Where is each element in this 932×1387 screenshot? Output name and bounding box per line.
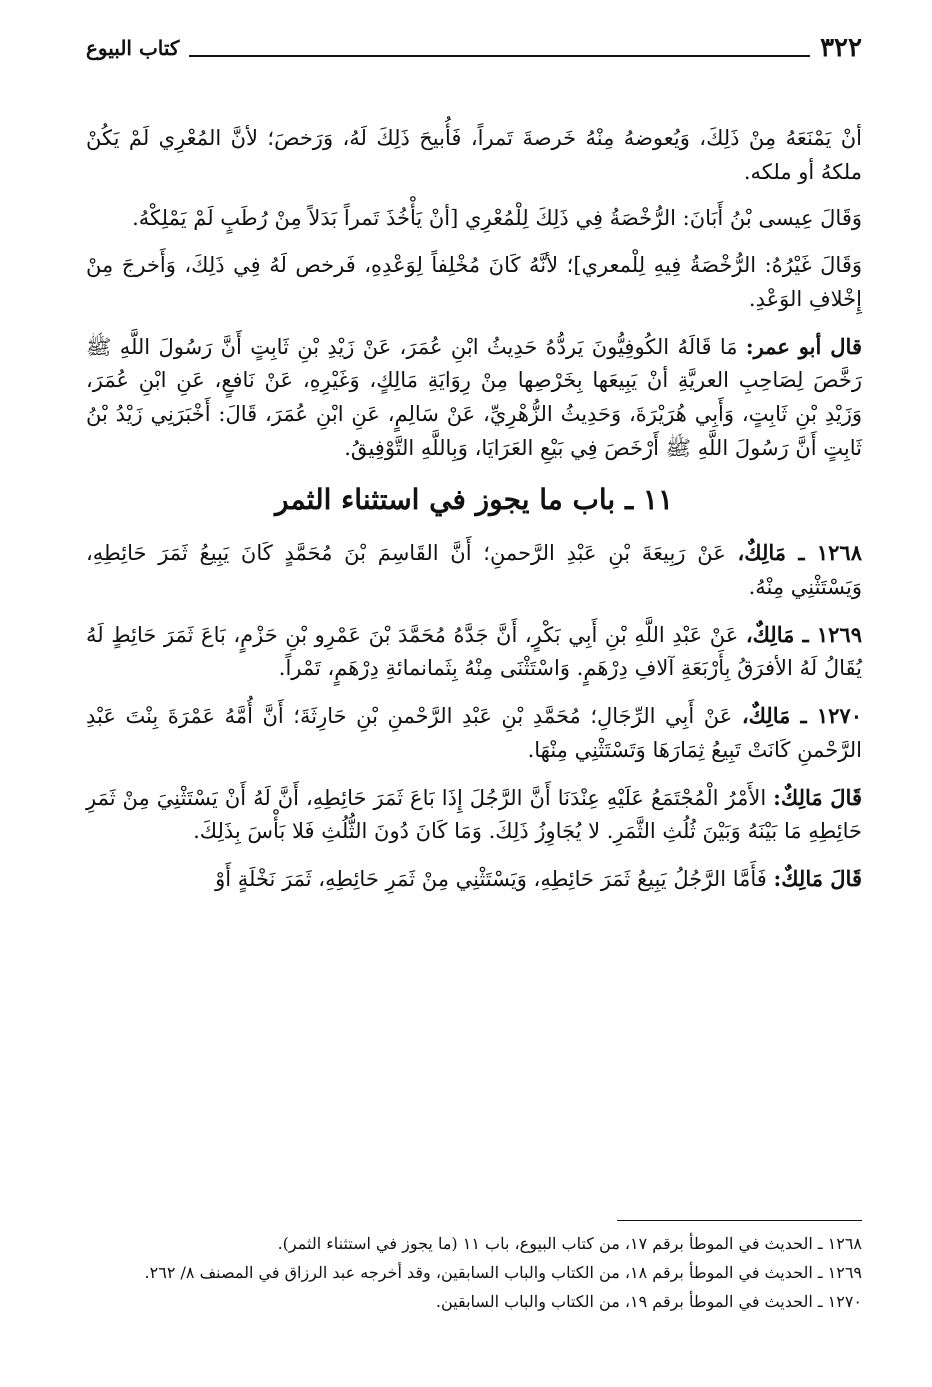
footnote: ١٢٦٨ ـ الحديث في الموطأ برقم ١٧، من كتاب البيوع، باب ١١ (ما يجوز في استثناء الثمر). <box>277 1234 862 1253</box>
footnote-rule <box>617 1220 862 1221</box>
paragraph <box>86 122 862 189</box>
paragraph-text: أنْ يَمْنَعَهُ مِنْ ذَلِكَ، وَيُعوضهُ مِنْهُ خَرصةَ تَمراً، فَأُبيحَ ذَلِكَ لَهُ، وَرَخصَ؛ لأنَّ المُعْرِي لَمْ يَكُنْ ملكهُ أو ملكه. <box>86 126 862 184</box>
paragraph <box>86 249 862 316</box>
speaker-label: قَالَ مَالِكٌ: <box>773 784 862 810</box>
commentary-text: الأَمْرُ الْمُجْتَمَعُ عَلَيْهِ عِنْدَنَا أَنَّ الرَّجُلَ إِذَا بَاعَ ثَمَرَ حَائِطِهِ، أَنَّ لَهُ أَنْ يَسْتَثْنِيَ مِنْ ثَمَرِ حَائِطِهِ مَا بَيْنَهُ وَبَيْنَ ثُلُثِ الثَّمَرِ. لا يُجَاوِزُ ذَلِكَ. وَمَا كَانَ دُونَ الثُّلُثِ فَلا بَأْسَ بِذَلِكَ. <box>86 785 862 844</box>
main-text <box>86 122 862 910</box>
paragraph-text: وَقَالَ غَيْرُهُ: الرُّخْصَةُ فِيهِ لِلْمعري]؛ لأنَّهُ كَانَ مُخْلِفاً لِوَعْدِهِ، فَرخص لَهُ فِي ذَلِكَ، وَأَخرجَ مِنْ إِخْلافِ الوَعْدِ. <box>86 253 862 311</box>
page-number: ٣٢٢ <box>820 33 862 63</box>
speaker-label: قَالَ مَالِكٌ: <box>773 865 862 891</box>
page-header <box>86 30 862 66</box>
paragraph-text: وَقَالَ عِيسى بْنُ أَبَانَ: الرُّخْصَةُ فِي ذَلِكَ لِلْمُعْرِي [أنْ يَأْخُذَ تَمراً بَدَلاً مِنْ رُطَبٍ لَمْ يَمْلِكْهُ. <box>132 206 862 231</box>
commentary-text: فَأَمَّا الرَّجُلُ يَبِيعُ ثَمَرَ حَائِطِهِ، وَيَسْتَثْنِي مِنْ ثَمَرِ حَائِطِهِ، ثَمَرَ نَخْلَةٍ أَوْ <box>215 866 767 891</box>
footnote: ١٢٦٩ ـ الحديث في الموطأ برقم ١٨، من الكتاب والباب السابقين، وقد أخرجه عبد الرزاق في المصنف ٨/ ٢٦٢. <box>144 1263 862 1282</box>
hadith-entry <box>86 536 862 604</box>
chapter-heading: ١١ ـ باب ما يجوز في استثناء الثمر <box>275 483 673 517</box>
footnote: ١٢٧٠ ـ الحديث في الموطأ برقم ١٩، من الكتاب والباب السابقين. <box>435 1292 862 1311</box>
speaker-label: قال أبو عمر: <box>745 333 862 359</box>
paragraph-text: مَا قَالَهُ الكُوفِيُّونَ يَردُّهُ حَدِيثُ ابْنِ عُمَرَ، عَنْ زَيْدِ بْنِ ثَابِتٍ أَنَّ رَسُولَ اللَّهِ ﷺ رَخَّصَ لِصَاحِبِ العريَّةِ أنْ يَبِيعَها بِخَرْصِها مِنْ رِوَايَةِ مَالِكٍ، وَغَيْرِهِ، عَنْ نَافعٍ، عَنِ ابْنِ عُمَرَ، وَزَيْدِ بْنِ ثَابِتٍ، وَأَبِي هُرَيْرَةَ، وَحَدِيثُ الزُّهْرِيِّ، عَنْ سَالِمٍ، عَنِ ابْنِ عُمَرَ، قَالَ: أَخْبَرَنِي زَيْدُ بْنُ ثَابِتٍ أَنَّ رَسُولَ اللَّهِ ﷺ أَرْخَصَ فِي بَيْعِ العَرَايَا، وَبِاللَّهِ التَّوْفِيقُ. <box>86 334 862 460</box>
hadith-entry <box>86 618 862 686</box>
hadith-number: ١٢٦٩ ـ مَالِكٌ، <box>745 621 862 647</box>
hadith-entry <box>86 699 862 767</box>
hadith-text: عَنْ أَبِي الرِّجَالِ؛ مُحَمَّدِ بْنِ عَبْدِ الرَّحْمنِ بْنِ حَارِثَةَ؛ أَنَّ أُمَّهُ عَمْرَةَ بِنْتَ عَبْدِ الرَّحْمنِ كَانَتْ تَبِيعُ ثِمَارَهَا وَتَسْتَثْنِي مِنْهَا. <box>86 704 862 762</box>
book-page <box>86 30 862 1360</box>
commentary-paragraph <box>86 781 862 849</box>
hadith-number: ١٢٧٠ ـ مَالِكٌ، <box>741 703 862 729</box>
hadith-text: عَنْ رَبِيعَةَ بْنِ عَبْدِ الرَّحمنِ؛ أَنَّ القَاسِمَ بْنَ مُحَمَّدٍ كَانَ يَبِيعُ ثَمَرَ حَائِطِهِ، وَيَسْتَثْنِي مِنْهُ. <box>86 541 862 600</box>
hadith-number: ١٢٦٨ ـ مَالِكٌ، <box>737 540 862 566</box>
paragraph <box>86 202 862 236</box>
running-title: كتاب البيوع <box>86 36 180 60</box>
footnotes <box>86 1220 862 1318</box>
hadith-text: عَنْ عَبْدِ اللَّهِ بْنِ أَبِي بَكْرٍ، أَنَّ جَدَّهُ مُحَمَّدَ بْنَ عَمْرِو بْنِ حَزْمٍ، بَاعَ ثَمَرَ حَائِطٍ لَهُ يُقَالُ لَهُ الأفرَقُ بِأَرْبَعَةِ آلافِ دِرْهَمٍ. وَاسْتَثْنَى مِنْهُ بِثَمانمائةِ دِرْهَمٍ، تَمْراً. <box>86 622 862 681</box>
commentary-paragraph <box>86 862 862 897</box>
header-rule <box>189 55 810 57</box>
paragraph <box>86 330 862 466</box>
